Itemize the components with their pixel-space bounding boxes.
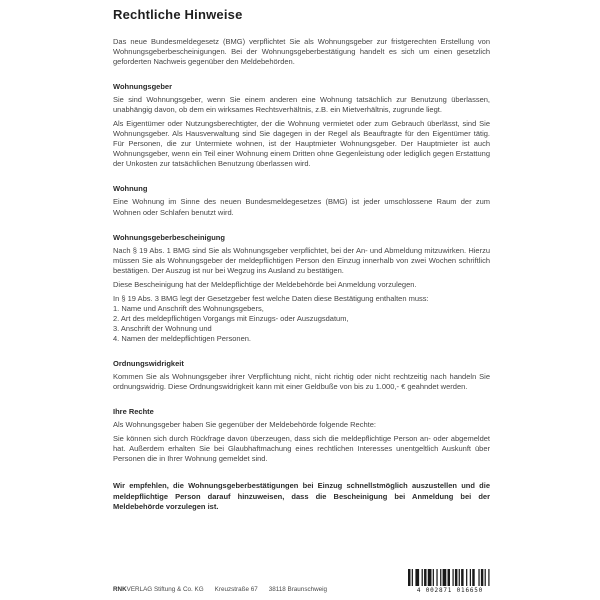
paragraph: Eine Wohnung im Sinne des neuen Bundesmeldegesetzes (BMG) ist jeder umschlossene Raum der zum Wohnen oder Schlafen benutzt wird. [113,197,490,217]
paragraph: Als Eigentümer oder Nutzungsberechtigter, der die Wohnung vermietet oder zum Gebrauch überlässt, sind Sie Wohnungsgeber. Als Hausverwaltung sind Sie dagegen in der Regel als Beauftragte für den Eigentümer tätig. Für Personen, die zur Untermiete wohnen, ist der Hauptmieter Wohnungsgeber. Der Hauptmieter ist auch Wohnungsgeber, wenn ein Teil einer Wohnung einem Dritten ohne Gegenleistung oder lediglich gegen Erstattung der Unkosten zur tatsächlichen Benutzung überlassen wird. [113,119,490,169]
paragraph: Nach § 19 Abs. 1 BMG sind Sie als Wohnungsgeber verpflichtet, bei der An- und Abmeldung mitzuwirken. Hierzu müssen Sie als Wohnungsgeber der meldepflichtigen Person den Einzug innerhalb von zwei Wochen schriftlich bestätigen. Der Auszug ist nur bei Wegzug ins Ausland zu bestätigen. [113,245,490,275]
page-title: Rechtliche Hinweise [113,7,243,22]
list-item: 3. Anschrift der Wohnung und [113,323,212,333]
section-ihre-rechte [113,407,490,464]
barcode-bars [408,569,492,586]
section-heading: Wohnung [113,184,148,194]
section-heading: Ordnungswidrigkeit [113,358,184,368]
paragraph: Diese Bescheinigung hat der Meldepflichtige der Meldebehörde bei Anmeldung vorzulegen. [113,279,417,289]
closing-paragraph: Wir empfehlen, die Wohnungsgeberbestätigungen bei Einzug schnellstmöglich auszustellen und die meldepflichtige Person darauf hinzuweisen, dass die Bescheinigung bei Anmeldung bei der Meldebehörde vorzulegen ist. [113,481,490,511]
publisher-suffix: VERLAG Stiftung & Co. KG [126,586,204,593]
publisher-street: Kreuzstraße 67 [214,586,258,593]
paragraph: Sie können sich durch Rückfrage davon überzeugen, dass sich die meldepflichtige Person an- oder abgemeldet hat. Außerdem erhalten Sie bei Glaubhaftmachung eines rechtlichen Interesses unentgeltlich Auskunft über Personen die in Ihrer Wohnung gemeldet sind. [113,434,490,464]
barcode [408,569,492,594]
publisher-name: RNK [113,586,127,593]
section-wohnung [113,184,490,217]
footer [113,586,327,593]
section-heading: Ihre Rechte [113,407,154,417]
publisher-city: 38118 Braunschweig [268,586,328,593]
section-ordnungswidrigkeit [113,359,490,392]
intro-paragraph: Das neue Bundesmeldegesetz (BMG) verpflichtet Sie als Wohnungsgeber zur fristgerechten Erstellung von Wohnungsgeberbescheinigungen. Bei der Wohnungsgeberbestätigung handelt es sich um einen gesetzlich geforderten Nachweis gegenüber den Meldebehörden. [113,37,490,67]
paragraph: Kommen Sie als Wohnungsgeber ihrer Verpflichtung nicht, nicht richtig oder nicht rechtzeitig nach handeln Sie ordnungswidrig. Diese Ordnungswidrigkeit kann mit einer Geldbuße von bis zu 1.000,- € geahndet werden. [113,371,490,392]
section-wohnungsgeberbescheinigung [113,233,490,344]
section-wohnungsgeber [113,82,490,169]
list-item: 2. Art des meldepflichtigen Vorgangs mit Einzugs- oder Auszugsdatum, [113,313,349,323]
sections-container [113,82,490,464]
list-item: 1. Name und Anschrift des Wohnungsgebers, [113,303,264,313]
paragraph: Sie sind Wohnungsgeber, wenn Sie einem anderen eine Wohnung tatsächlich zur Benutzung überlassen, unabhängig davon, ob dem ein wirksames Rechtsverhältnis, z.B. ein Mietverhältnis, zugrunde liegt. [113,95,490,115]
paragraph: In § 19 Abs. 3 BMG legt der Gesetzgeber fest welche Daten diese Bestätigung enthalten muss: [113,293,429,303]
barcode-digits: 4 002871 016650 [416,587,484,594]
section-heading: Wohnungsgeber [113,82,173,92]
paragraph: Als Wohnungsgeber haben Sie gegenüber der Meldebehörde folgende Rechte: [113,420,376,430]
section-heading: Wohnungsgeberbescheinigung [113,232,225,242]
list-item: 4. Namen der meldepflichtigen Personen. [113,333,251,343]
